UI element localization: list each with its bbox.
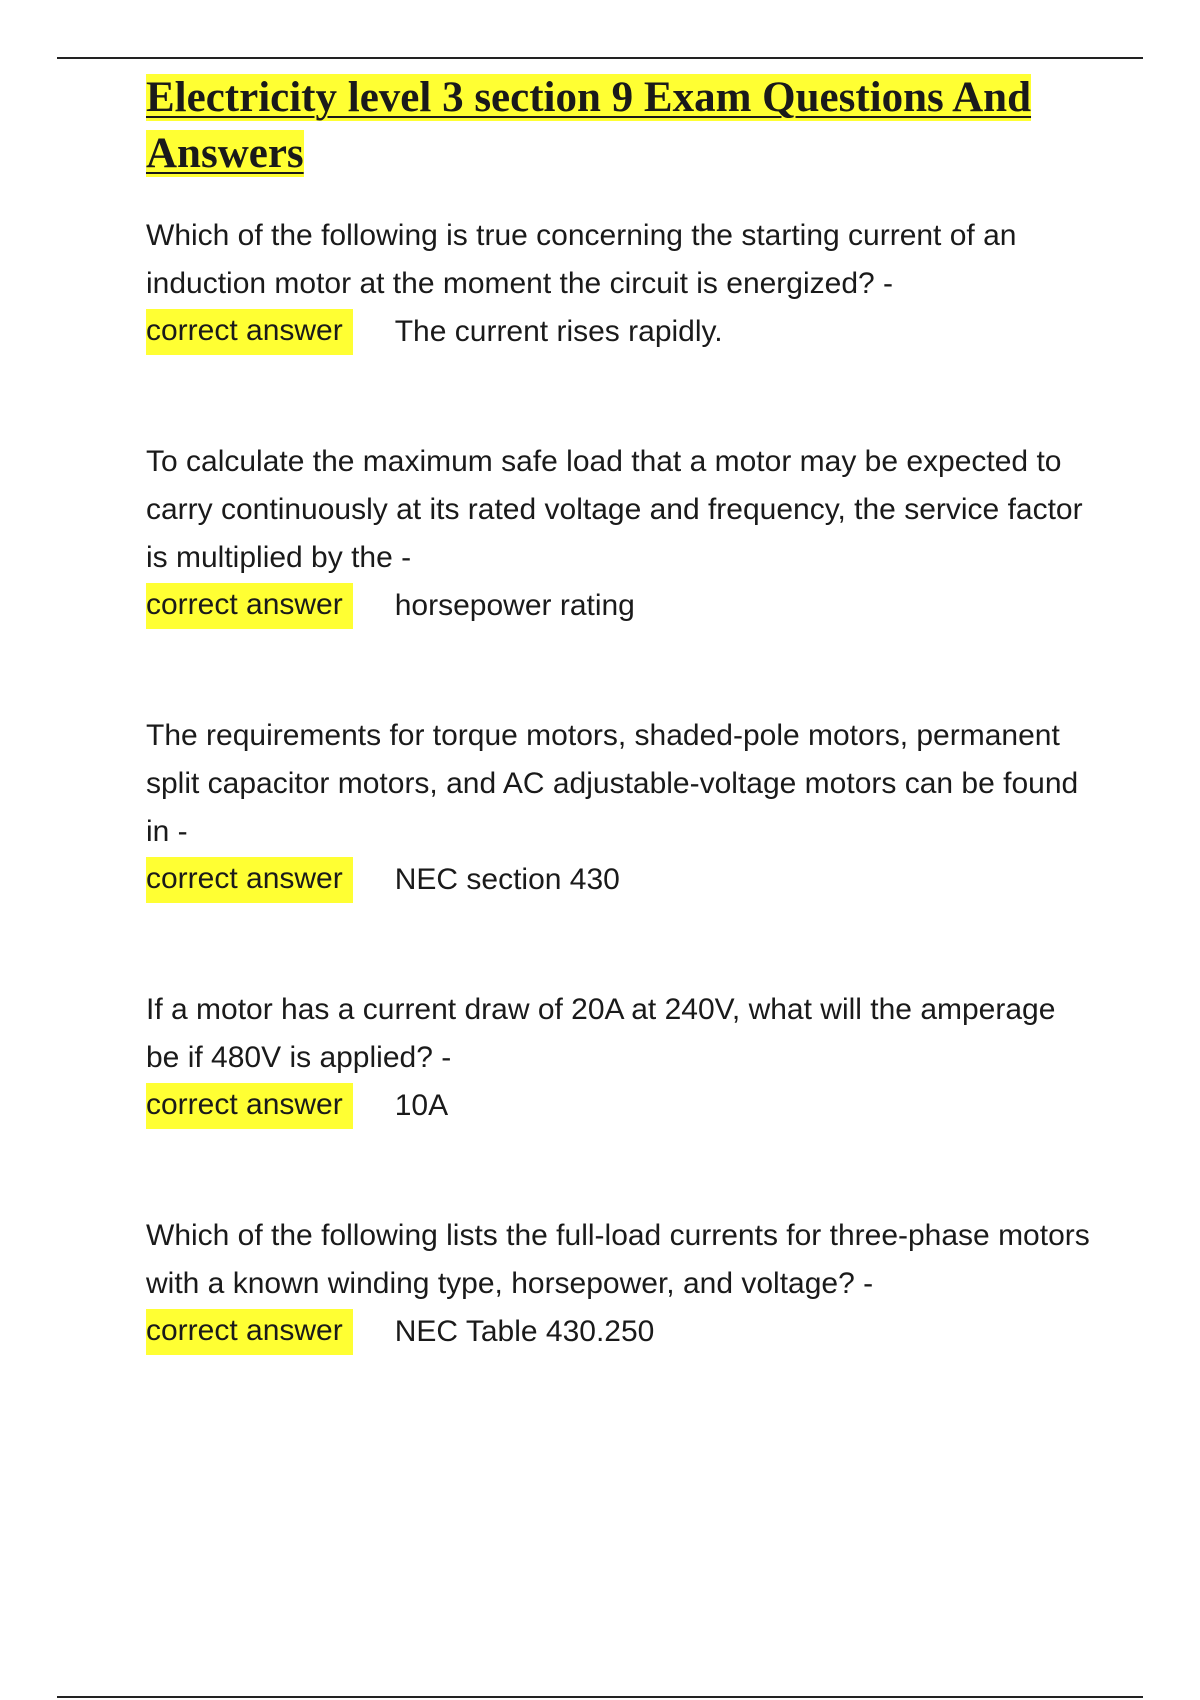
qa-item-5 [146, 1212, 1096, 1356]
answer-text: horsepower rating [394, 589, 635, 622]
qa-item-3 [146, 712, 1096, 904]
qa-item-1 [146, 212, 1096, 356]
correct-answer-label: correct answer [146, 309, 353, 355]
correct-answer-label: correct answer [146, 1309, 353, 1355]
correct-answer-label: correct answer [146, 857, 353, 903]
qa-item-2 [146, 438, 1096, 630]
title-highlight: Electricity level 3 section 9 Exam Questions And Answers [146, 74, 1032, 177]
answer-text: NEC Table 430.250 [394, 1315, 655, 1348]
answer-line [146, 856, 1096, 904]
answer-text: The current rises rapidly. [394, 315, 723, 348]
question-text: If a motor has a current draw of 20A at 240V, what will the amperage be if 480V is applied? - [146, 993, 1056, 1074]
correct-answer-label: correct answer [146, 1083, 353, 1129]
answer-text: NEC section 430 [394, 863, 620, 896]
answer-line [146, 308, 1096, 356]
bottom-rule [57, 1696, 1143, 1698]
correct-answer-label: correct answer [146, 583, 353, 629]
answer-line [146, 1308, 1096, 1356]
top-rule [57, 57, 1143, 59]
answer-line [146, 582, 1096, 630]
question-text: Which of the following lists the full-load currents for three-phase motors with a known winding type, horsepower, and voltage? - [146, 1219, 1090, 1300]
document-body [146, 70, 1096, 1356]
question-text: Which of the following is true concerning the starting current of an induction motor at the moment the circuit is energized? - [146, 219, 1017, 300]
qa-list [146, 212, 1096, 1356]
qa-item-4 [146, 986, 1096, 1130]
answer-text: 10A [394, 1089, 449, 1122]
question-text: To calculate the maximum safe load that a motor may be expected to carry continuously at its rated voltage and frequency, the service factor is multiplied by the - [146, 445, 1083, 574]
answer-line [146, 1082, 1096, 1130]
document-title [146, 70, 1096, 182]
question-text: The requirements for torque motors, shaded-pole motors, permanent split capacitor motors, and AC adjustable-voltage motors can be found in - [146, 719, 1079, 848]
